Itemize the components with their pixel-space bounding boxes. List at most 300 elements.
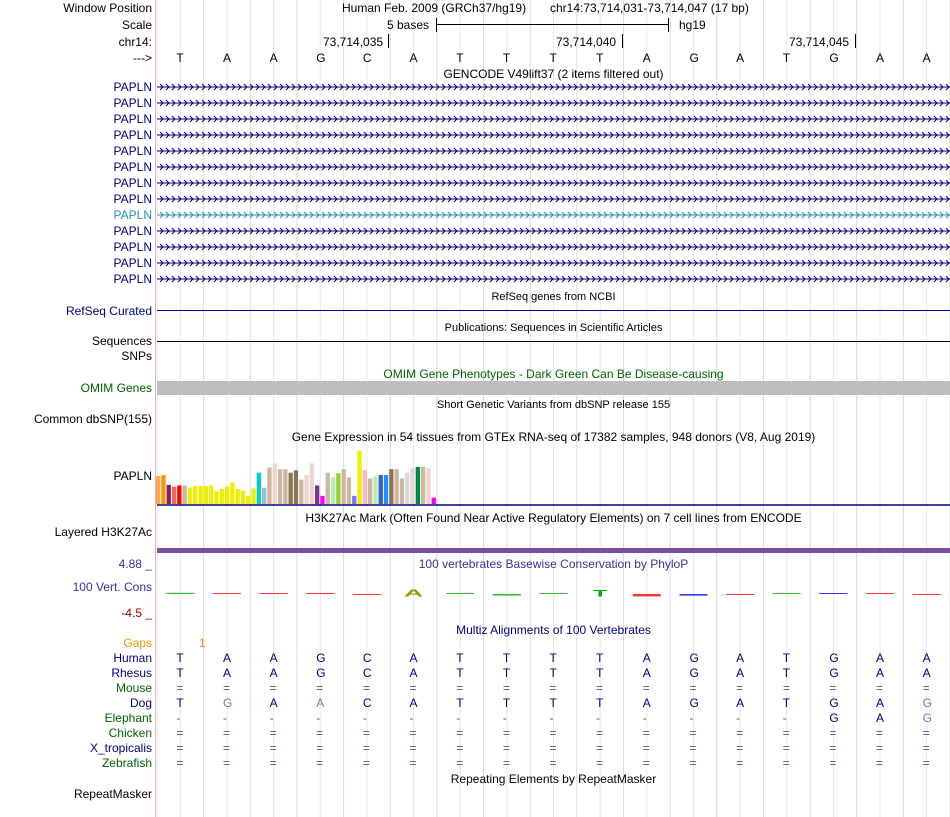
gencode-transcript-line[interactable]: [157, 146, 950, 156]
ruler-tick: [388, 34, 389, 48]
multiz-aligned-base: A: [409, 666, 418, 680]
gtex-tissue-bar: [432, 498, 436, 504]
multiz-aligned-base: =: [222, 681, 230, 695]
multiz-aligned-base: T: [549, 666, 557, 680]
multiz-aligned-base: =: [409, 756, 417, 770]
multiz-aligned-base: T: [596, 651, 604, 665]
multiz-aligned-base: C: [362, 696, 372, 710]
multiz-aligned-base: T: [502, 666, 511, 680]
gtex-tissue-bar: [373, 476, 377, 504]
multiz-aligned-base: =: [549, 681, 557, 695]
chrom-label: chr14:: [118, 35, 152, 49]
multiz-aligned-base: A: [269, 666, 278, 680]
reference-base: T: [596, 51, 604, 65]
omim-track-title[interactable]: OMIM Gene Phenotypes - Dark Green Can Be Disease-causing: [383, 367, 724, 381]
multiz-aligned-base: A: [222, 666, 231, 680]
multiz-species-label[interactable]: Human: [113, 651, 152, 665]
phylop-max-label: 4.88 _: [118, 557, 152, 571]
gencode-transcript-line[interactable]: [157, 114, 950, 124]
multiz-aligned-base: =: [689, 741, 697, 755]
reference-base: A: [222, 51, 231, 65]
multiz-aligned-base: -: [782, 711, 787, 725]
gencode-gene-label[interactable]: PAPLN: [113, 256, 152, 270]
multiz-aligned-base: T: [176, 666, 184, 680]
multiz-aligned-base: =: [456, 756, 464, 770]
gtex-tissue-bar: [405, 473, 409, 504]
gencode-transcript-line[interactable]: [157, 226, 950, 236]
reference-base: T: [502, 51, 511, 65]
multiz-aligned-base: =: [736, 681, 744, 695]
reference-base: A: [409, 51, 418, 65]
gtex-tissue-bar: [347, 477, 351, 504]
gaps-label[interactable]: Gaps: [123, 636, 152, 650]
reference-base: T: [782, 51, 791, 65]
phylop-score-bar: [540, 593, 568, 594]
multiz-aligned-base: =: [922, 726, 930, 740]
reference-base: A: [876, 51, 885, 65]
phylop-score-bar: [679, 594, 707, 596]
reference-base: T: [176, 51, 184, 65]
repeatmasker-label[interactable]: RepeatMasker: [73, 787, 152, 801]
gtex-tissue-bar: [230, 483, 234, 504]
multiz-aligned-base: G: [922, 696, 933, 710]
gtex-tissue-bar: [236, 489, 240, 504]
reference-base: C: [362, 51, 372, 65]
gtex-tissue-bar: [214, 491, 218, 504]
gtex-tissue-bar: [251, 488, 255, 504]
multiz-aligned-base: =: [642, 681, 650, 695]
multiz-aligned-base: =: [596, 741, 604, 755]
gencode-transcript-line[interactable]: [157, 82, 950, 92]
multiz-aligned-base: =: [362, 681, 370, 695]
multiz-aligned-base: A: [876, 651, 885, 665]
gtex-tissue-bar: [267, 467, 271, 504]
scale-text: 5 bases: [387, 18, 430, 32]
gtex-tissue-bar: [167, 485, 171, 504]
scale-bar-left-end: [436, 18, 437, 32]
h3k27ac-label[interactable]: Layered H3K27Ac: [54, 525, 152, 539]
multiz-aligned-base: T: [176, 651, 184, 665]
multiz-aligned-base: T: [549, 651, 557, 665]
multiz-aligned-base: =: [876, 756, 884, 770]
phylop-score-bar: [260, 593, 288, 594]
multiz-aligned-base: =: [409, 726, 417, 740]
multiz-aligned-base: =: [316, 726, 324, 740]
multiz-aligned-base: -: [456, 711, 461, 725]
window-position-label: Window Position: [63, 1, 152, 15]
gtex-tissue-bar: [416, 467, 420, 504]
gtex-tissue-bar: [246, 496, 250, 504]
multiz-species-label[interactable]: Mouse: [115, 681, 152, 695]
gencode-track-title[interactable]: GENCODE V49lift37 (2 items filtered out): [443, 67, 664, 81]
omim-gene-bar[interactable]: [157, 381, 950, 395]
gtex-tissue-bar: [379, 475, 383, 504]
multiz-aligned-base: =: [502, 681, 510, 695]
multiz-aligned-base: =: [502, 726, 510, 740]
multiz-aligned-base: A: [222, 651, 231, 665]
omim-genes-label[interactable]: OMIM Genes: [80, 381, 152, 395]
gencode-transcript-line[interactable]: [157, 162, 950, 172]
multiz-aligned-base: =: [269, 681, 277, 695]
gtex-tissue-bar: [310, 463, 314, 504]
common-dbsnp-label[interactable]: Common dbSNP(155): [33, 412, 152, 426]
gaps-marker: 1: [199, 636, 206, 650]
gtex-tissue-bar: [357, 451, 361, 504]
multiz-aligned-base: =: [222, 741, 230, 755]
gtex-tissue-bar: [241, 491, 245, 504]
multiz-aligned-base: T: [456, 696, 464, 710]
gtex-tissue-bar: [198, 486, 202, 504]
multiz-aligned-base: T: [782, 696, 791, 710]
multiz-aligned-base: =: [876, 726, 884, 740]
multiz-species-label[interactable]: Zebrafish: [101, 756, 152, 770]
gencode-gene-label[interactable]: PAPLN: [113, 240, 152, 254]
gencode-gene-label[interactable]: PAPLN: [113, 112, 152, 126]
multiz-aligned-base: =: [829, 756, 837, 770]
gtex-tissue-bar: [289, 473, 293, 504]
multiz-aligned-base: =: [549, 741, 557, 755]
gtex-tissue-bar: [156, 476, 160, 504]
multiz-aligned-base: =: [502, 756, 510, 770]
gtex-tissue-bar: [262, 488, 266, 504]
phylop-score-bar: [726, 594, 754, 595]
multiz-aligned-base: =: [922, 681, 930, 695]
multiz-aligned-base: =: [176, 681, 184, 695]
phylop-score-bar: [866, 593, 894, 594]
gtex-tissue-bar: [331, 477, 335, 504]
gtex-tissue-bar: [172, 487, 176, 504]
reference-base: G: [316, 51, 326, 65]
multiz-aligned-base: =: [782, 726, 790, 740]
reference-base: A: [642, 51, 651, 65]
multiz-aligned-base: T: [176, 696, 184, 710]
multiz-aligned-base: =: [782, 681, 790, 695]
gtex-tissue-bar: [395, 469, 399, 504]
ruler-tick: [855, 34, 856, 48]
gencode-gene-label[interactable]: PAPLN: [113, 96, 152, 110]
multiz-aligned-base: =: [456, 681, 464, 695]
phylop-score-bar: [913, 594, 941, 595]
gtex-tissue-bar: [368, 478, 372, 504]
phylop-score-bar: [773, 593, 801, 594]
publications-track-title[interactable]: Publications: Sequences in Scientific Articles: [444, 322, 663, 334]
sequences-label[interactable]: Sequences: [91, 334, 152, 348]
phylop-base-glyph: T: [592, 588, 608, 599]
ruler-tick-label: 73,714,035: [323, 35, 384, 49]
gencode-gene-label[interactable]: PAPLN: [113, 128, 152, 142]
phylop-score-bar: [633, 594, 661, 596]
multiz-aligned-base: -: [736, 711, 741, 725]
gtex-tissue-bar: [193, 486, 197, 504]
multiz-aligned-base: T: [596, 666, 604, 680]
multiz-aligned-base: T: [782, 651, 791, 665]
multiz-aligned-base: T: [549, 696, 557, 710]
multiz-aligned-base: =: [222, 726, 230, 740]
multiz-aligned-base: -: [596, 711, 601, 725]
gtex-tissue-bar: [336, 473, 340, 504]
multiz-aligned-base: =: [736, 741, 744, 755]
gtex-tissue-bar: [304, 475, 308, 504]
multiz-aligned-base: =: [176, 756, 184, 770]
gtex-bar-chart[interactable]: [155, 444, 950, 506]
phylop-score-bar: [446, 593, 474, 594]
gencode-gene-label[interactable]: PAPLN: [113, 176, 152, 190]
multiz-aligned-base: =: [642, 726, 650, 740]
multiz-aligned-base: T: [782, 666, 791, 680]
refseq-gene-line[interactable]: [157, 310, 950, 311]
label-divider: [155, 0, 156, 817]
multiz-species-label[interactable]: Chicken: [108, 726, 152, 740]
multiz-aligned-base: =: [922, 756, 930, 770]
multiz-aligned-base: G: [829, 711, 839, 725]
multiz-aligned-base: -: [222, 711, 227, 725]
multiz-aligned-base: =: [362, 741, 370, 755]
multiz-aligned-base: A: [269, 651, 278, 665]
multiz-aligned-base: G: [316, 651, 326, 665]
gtex-tissue-bar: [225, 487, 229, 504]
multiz-aligned-base: A: [736, 651, 745, 665]
multiz-aligned-base: =: [269, 756, 277, 770]
multiz-aligned-base: =: [596, 756, 604, 770]
phylop-base-glyph: A: [403, 587, 424, 599]
refseq-track-title[interactable]: RefSeq genes from NCBI: [491, 291, 616, 303]
multiz-aligned-base: G: [829, 696, 839, 710]
multiz-aligned-base: =: [829, 741, 837, 755]
phylop-name-label[interactable]: 100 Vert. Cons: [72, 580, 152, 594]
refseq-curated-label[interactable]: RefSeq Curated: [65, 304, 152, 318]
multiz-aligned-base: A: [876, 711, 885, 725]
gtex-tissue-bar: [209, 485, 213, 504]
multiz-aligned-base: -: [176, 711, 181, 725]
multiz-aligned-base: =: [316, 681, 324, 695]
ruler-tick-label: 73,714,045: [789, 35, 850, 49]
gencode-transcript-line[interactable]: [157, 258, 950, 268]
multiz-aligned-base: =: [829, 681, 837, 695]
multiz-aligned-base: A: [269, 696, 278, 710]
multiz-aligned-base: G: [222, 696, 233, 710]
gtex-tissue-bar: [421, 467, 425, 504]
multiz-aligned-base: =: [829, 726, 837, 740]
phylop-score-bar: [819, 593, 847, 594]
multiz-aligned-base: =: [549, 726, 557, 740]
gtex-tissue-bar: [220, 489, 224, 504]
gtex-tissue-bar: [283, 469, 287, 504]
multiz-aligned-base: =: [362, 756, 370, 770]
gtex-tissue-bar: [384, 475, 388, 504]
multiz-aligned-base: =: [782, 741, 790, 755]
gtex-tissue-bar: [161, 475, 165, 504]
reference-base: T: [456, 51, 464, 65]
multiz-aligned-base: A: [736, 696, 745, 710]
phylop-score-bar: [213, 593, 241, 594]
multiz-aligned-base: A: [876, 696, 885, 710]
gtex-tissue-bar: [342, 469, 346, 504]
ruler-tick: [622, 34, 623, 48]
scale-bar: [436, 24, 668, 25]
phylop-min-label: -4.5 _: [121, 606, 152, 620]
multiz-aligned-base: -: [502, 711, 507, 725]
multiz-aligned-base: =: [642, 741, 650, 755]
gtex-tissue-bar: [204, 486, 208, 504]
multiz-aligned-base: =: [596, 681, 604, 695]
multiz-aligned-base: T: [456, 666, 464, 680]
multiz-aligned-base: G: [829, 666, 839, 680]
position-text[interactable]: chr14:73,714,031-73,714,047 (17 bp): [550, 1, 749, 15]
multiz-aligned-base: G: [689, 696, 699, 710]
gencode-gene-label[interactable]: PAPLN: [113, 160, 152, 174]
multiz-aligned-base: =: [642, 756, 650, 770]
gtex-tissue-bar: [273, 463, 277, 504]
multiz-aligned-base: =: [316, 756, 324, 770]
gtex-tissue-bar: [326, 473, 330, 504]
repeatmasker-track-title[interactable]: Repeating Elements by RepeatMasker: [450, 772, 657, 786]
multiz-aligned-base: =: [689, 756, 697, 770]
multiz-track-title[interactable]: Multiz Alignments of 100 Vertebrates: [456, 623, 651, 637]
phylop-score-bar: [493, 594, 521, 596]
multiz-aligned-base: G: [689, 666, 699, 680]
multiz-aligned-base: =: [876, 681, 884, 695]
gencode-gene-label[interactable]: PAPLN: [113, 144, 152, 158]
gencode-transcript-line[interactable]: [157, 178, 950, 188]
gtex-tissue-bar: [315, 485, 319, 504]
multiz-aligned-base: -: [642, 711, 647, 725]
reference-base: A: [736, 51, 745, 65]
multiz-aligned-base: T: [596, 696, 604, 710]
gencode-transcript-line[interactable]: [157, 242, 950, 252]
multiz-aligned-base: A: [409, 651, 418, 665]
multiz-aligned-base: A: [922, 651, 931, 665]
multiz-aligned-base: =: [782, 756, 790, 770]
multiz-aligned-base: =: [456, 726, 464, 740]
snps-label[interactable]: SNPs: [121, 349, 152, 363]
gencode-transcript-line[interactable]: [157, 210, 950, 220]
gencode-transcript-line[interactable]: [157, 274, 950, 284]
reference-base: A: [922, 51, 931, 65]
multiz-aligned-base: -: [269, 711, 274, 725]
gtex-tissue-bar: [363, 470, 367, 504]
multiz-aligned-base: =: [456, 741, 464, 755]
gtex-tissue-bar: [410, 468, 414, 504]
gencode-transcript-line[interactable]: [157, 130, 950, 140]
multiz-aligned-base: A: [922, 666, 931, 680]
gtex-gene-label[interactable]: PAPLN: [113, 469, 152, 483]
ruler-tick-label: 73,714,040: [556, 35, 617, 49]
reference-base: G: [829, 51, 839, 65]
gtex-tissue-bar: [294, 470, 298, 504]
gencode-gene-label[interactable]: PAPLN: [113, 192, 152, 206]
gtex-tissue-bar: [320, 496, 324, 504]
reference-base: T: [549, 51, 557, 65]
multiz-aligned-base: =: [269, 741, 277, 755]
multiz-aligned-base: G: [689, 651, 699, 665]
multiz-aligned-base: =: [922, 741, 930, 755]
gtex-tissue-bar: [389, 469, 393, 504]
gencode-gene-label[interactable]: PAPLN: [113, 208, 152, 222]
h3k27ac-track-title[interactable]: H3K27Ac Mark (Often Found Near Active Regulatory Elements) on 7 cell lines from ENCODE: [305, 511, 802, 525]
multiz-aligned-base: -: [549, 711, 554, 725]
multiz-aligned-base: =: [549, 756, 557, 770]
multiz-aligned-base: A: [642, 696, 651, 710]
assembly-name: Human Feb. 2009 (GRCh37/hg19): [342, 1, 527, 15]
multiz-aligned-base: =: [502, 741, 510, 755]
multiz-aligned-base: =: [736, 756, 744, 770]
strand-arrow-label: --->: [133, 51, 152, 65]
phylop-score-bar: [306, 593, 334, 594]
scale-label: Scale: [121, 18, 152, 32]
multiz-aligned-base: =: [269, 726, 277, 740]
gencode-transcript-line[interactable]: [157, 98, 950, 108]
gtex-tissue-bar: [188, 488, 192, 504]
gtex-tissue-bar: [426, 468, 430, 504]
multiz-aligned-base: =: [176, 726, 184, 740]
multiz-aligned-base: -: [689, 711, 694, 725]
multiz-aligned-base: G: [316, 666, 326, 680]
phylop-score-bar: [353, 594, 381, 595]
multiz-aligned-base: T: [456, 651, 464, 665]
gencode-transcript-line[interactable]: [157, 194, 950, 204]
gencode-gene-label[interactable]: PAPLN: [113, 272, 152, 286]
multiz-aligned-base: C: [362, 666, 372, 680]
gtex-tissue-bar: [299, 480, 303, 504]
gtex-tissue-bar: [278, 469, 282, 504]
multiz-aligned-base: A: [409, 696, 418, 710]
multiz-aligned-base: =: [876, 741, 884, 755]
multiz-aligned-base: =: [409, 741, 417, 755]
multiz-species-label[interactable]: Rhesus: [111, 666, 152, 680]
reference-base: A: [269, 51, 278, 65]
multiz-species-label[interactable]: Elephant: [104, 711, 152, 725]
multiz-aligned-base: A: [316, 696, 325, 710]
sequences-line[interactable]: [157, 341, 950, 342]
multiz-aligned-base: A: [876, 666, 885, 680]
multiz-aligned-base: T: [502, 651, 511, 665]
gencode-gene-label[interactable]: PAPLN: [113, 80, 152, 94]
multiz-aligned-base: =: [596, 726, 604, 740]
phylop-score-bar: [166, 593, 194, 594]
multiz-aligned-base: =: [736, 726, 744, 740]
gtex-tissue-bar: [400, 478, 404, 504]
reference-base: G: [689, 51, 699, 65]
multiz-aligned-base: G: [829, 651, 839, 665]
multiz-aligned-base: =: [409, 681, 417, 695]
phylop-track[interactable]: [157, 570, 950, 620]
multiz-aligned-base: C: [362, 651, 372, 665]
multiz-aligned-base: A: [642, 666, 651, 680]
gtex-tissue-bar: [177, 485, 181, 504]
gtex-tissue-bar: [352, 496, 356, 504]
multiz-aligned-base: =: [316, 741, 324, 755]
multiz-species-label[interactable]: Dog: [129, 696, 152, 710]
gtex-tissue-bar: [257, 473, 261, 504]
gencode-gene-label[interactable]: PAPLN: [113, 224, 152, 238]
multiz-aligned-base: =: [689, 726, 697, 740]
gtex-track-title[interactable]: Gene Expression in 54 tissues from GTEx RNA-seq of 17382 samples, 948 donors (V8, Aug 2019): [291, 430, 816, 444]
scale-db: hg19: [679, 18, 706, 32]
multiz-aligned-base: -: [362, 711, 367, 725]
multiz-aligned-base: T: [502, 696, 511, 710]
multiz-species-label[interactable]: X_tropicalis: [89, 741, 152, 755]
gtex-tissue-bar: [183, 485, 187, 504]
multiz-aligned-base: =: [176, 741, 184, 755]
multiz-aligned-base: =: [689, 681, 697, 695]
h3k27ac-signal[interactable]: [157, 548, 950, 553]
dbsnp-track-title[interactable]: Short Genetic Variants from dbSNP release 155: [436, 399, 671, 411]
multiz-aligned-base: -: [409, 711, 414, 725]
phylop-track-title[interactable]: 100 vertebrates Basewise Conservation by PhyloP: [418, 557, 689, 571]
multiz-aligned-base: A: [736, 666, 745, 680]
multiz-aligned-base: =: [362, 726, 370, 740]
multiz-aligned-base: -: [316, 711, 321, 725]
